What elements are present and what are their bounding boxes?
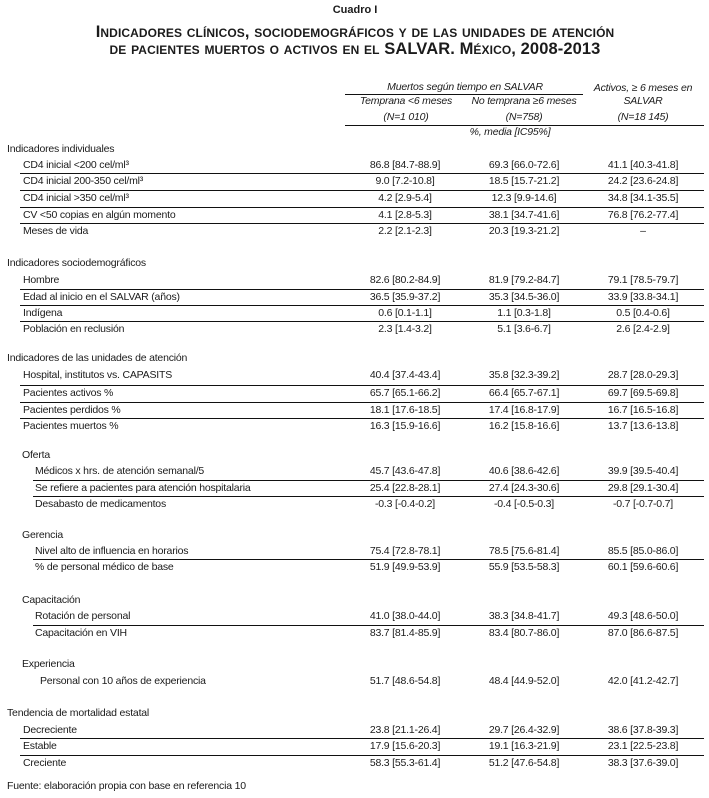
subgroup-heading-row — [0, 656, 709, 672]
value-temprana: 0.6 [0.1-1.1] — [378, 307, 432, 319]
row-label: Médicos x hrs. de atención semanal/5 — [35, 465, 205, 477]
table-row — [0, 157, 709, 173]
row-label: Nivel alto de influencia en horarios — [35, 545, 189, 557]
subgroup-heading: Experiencia — [22, 658, 75, 670]
section-heading-row — [0, 705, 709, 721]
value-no-temprana: 29.7 [26.4-32.9] — [488, 724, 560, 736]
value-temprana: 86.8 [84.7-88.9] — [369, 159, 441, 171]
value-activos: 23.1 [22.5-23.8] — [607, 740, 679, 752]
subgroup-heading: Gerencia — [22, 529, 64, 541]
value-activos: 42.0 [41.2-42.7] — [607, 675, 679, 687]
row-label: Desabasto de medicamentos — [35, 498, 166, 510]
table-row — [0, 673, 709, 689]
value-no-temprana: 1.1 [0.3-1.8] — [497, 307, 551, 319]
value-activos: 34.8 [34.1-35.5] — [607, 192, 679, 204]
value-no-temprana: 69.3 [66.0-72.6] — [488, 159, 560, 171]
value-no-temprana: 20.3 [19.3-21.2] — [488, 225, 560, 237]
value-activos: 0.5 [0.4-0.6] — [616, 307, 670, 319]
table-row — [0, 496, 709, 512]
value-no-temprana: 48.4 [44.9-52.0] — [488, 675, 560, 687]
value-no-temprana: 38.1 [34.7-41.6] — [488, 209, 560, 221]
value-activos: 87.0 [86.6-87.5] — [607, 627, 679, 639]
value-activos: 79.1 [78.5-79.7] — [607, 274, 679, 286]
header-unit: %, media [IC95%] — [469, 126, 551, 138]
row-label: Rotación de personal — [35, 610, 131, 622]
row-label: Personal con 10 años de experiencia — [40, 675, 206, 687]
value-temprana: 83.7 [81.4-85.9] — [369, 627, 441, 639]
header-col-activos-n: (N=18 145) — [617, 111, 669, 123]
row-label: Se refiere a pacientes para atención hospitalaria — [35, 482, 251, 494]
value-activos: 60.1 [59.6-60.6] — [607, 561, 679, 573]
table-title-line1: Indicadores clínicos, sociodemográficos y de las unidades de atención — [95, 23, 615, 41]
value-temprana: 82.6 [80.2-84.9] — [369, 274, 441, 286]
value-no-temprana: 18.5 [15.7-21.2] — [488, 175, 560, 187]
row-label: CD4 inicial >350 cel/ml³ — [23, 192, 129, 204]
value-no-temprana: 12.3 [9.9-14.6] — [491, 192, 557, 204]
row-label: Estable — [23, 740, 57, 752]
value-no-temprana: 17.4 [16.8-17.9] — [488, 404, 560, 416]
header-col-no-temprana: No temprana ≥6 meses — [471, 95, 577, 107]
table-row — [0, 559, 709, 575]
table-row — [0, 223, 709, 239]
value-activos: 29.8 [29.1-30.4] — [607, 482, 679, 494]
row-label: Decreciente — [23, 724, 77, 736]
row-label: Población en reclusión — [23, 323, 125, 335]
value-temprana: 45.7 [43.6-47.8] — [369, 465, 441, 477]
header-col-no-temprana-n: (N=758) — [505, 111, 543, 123]
table-row — [0, 543, 709, 559]
value-activos: 38.3 [37.6-39.0] — [607, 757, 679, 769]
subgroup-heading-row — [0, 447, 709, 463]
value-no-temprana: 5.1 [3.6-6.7] — [497, 323, 551, 335]
table-row — [0, 367, 709, 383]
value-temprana: 4.1 [2.8-5.3] — [378, 209, 432, 221]
value-activos: 85.5 [85.0-86.0] — [607, 545, 679, 557]
table-row — [0, 305, 709, 321]
subgroup-heading-row — [0, 527, 709, 543]
row-label: Hospital, institutos vs. CAPASITS — [23, 369, 173, 381]
row-label: Pacientes muertos % — [23, 420, 119, 432]
header-col-temprana-n: (N=1 010) — [383, 111, 429, 123]
table-row — [0, 608, 709, 624]
value-no-temprana: 40.6 [38.6-42.6] — [488, 465, 560, 477]
row-label: Pacientes perdidos % — [23, 404, 121, 416]
row-label: Creciente — [23, 757, 67, 769]
row-label: Meses de vida — [23, 225, 89, 237]
value-no-temprana: 81.9 [79.2-84.7] — [488, 274, 560, 286]
value-no-temprana: 35.8 [32.3-39.2] — [488, 369, 560, 381]
row-label: Pacientes activos % — [23, 387, 114, 399]
value-temprana: 58.3 [55.3-61.4] — [369, 757, 441, 769]
value-no-temprana: 16.2 [15.8-16.6] — [488, 420, 560, 432]
value-activos: 41.1 [40.3-41.8] — [607, 159, 679, 171]
value-activos: 16.7 [16.5-16.8] — [607, 404, 679, 416]
section-heading: Indicadores de las unidades de atención — [7, 352, 188, 364]
section-heading: Indicadores sociodemográficos — [7, 257, 146, 269]
table-row — [0, 722, 709, 738]
value-no-temprana: 66.4 [65.7-67.1] — [488, 387, 560, 399]
table-row — [0, 289, 709, 305]
table-row — [0, 173, 709, 189]
source-note: Fuente: elaboración propia con base en referencia 10 — [7, 780, 246, 792]
value-temprana: 25.4 [22.8-28.1] — [369, 482, 441, 494]
row-label: CD4 inicial 200-350 cel/ml³ — [23, 175, 144, 187]
table-title-line2: de pacientes muertos o activos en el SALVAR. México, 2008-2013 — [109, 40, 601, 58]
row-label: Hombre — [23, 274, 60, 286]
value-temprana: 9.0 [7.2-10.8] — [375, 175, 435, 187]
value-temprana: 40.4 [37.4-43.4] — [369, 369, 441, 381]
value-temprana: 75.4 [72.8-78.1] — [369, 545, 441, 557]
table-row — [0, 418, 709, 434]
value-no-temprana: 55.9 [53.5-58.3] — [488, 561, 560, 573]
table-row — [0, 207, 709, 223]
value-activos: 38.6 [37.8-39.3] — [607, 724, 679, 736]
subgroup-heading: Oferta — [22, 449, 50, 461]
value-activos: – — [640, 225, 646, 237]
value-temprana: 16.3 [15.9-16.6] — [369, 420, 441, 432]
value-no-temprana: 35.3 [34.5-36.0] — [488, 291, 560, 303]
value-activos: 28.7 [28.0-29.3] — [607, 369, 679, 381]
table-row — [0, 755, 709, 771]
header-col-temprana: Temprana <6 meses — [359, 95, 453, 107]
value-temprana: 4.2 [2.9-5.4] — [378, 192, 432, 204]
table-row — [0, 321, 709, 337]
value-activos: 49.3 [48.6-50.0] — [607, 610, 679, 622]
value-temprana: 17.9 [15.6-20.3] — [369, 740, 441, 752]
value-no-temprana: -0.4 [-0.5-0.3] — [493, 498, 555, 510]
value-temprana: 51.9 [49.9-53.9] — [369, 561, 441, 573]
header-group-muertos: Muertos según tiempo en SALVAR — [387, 81, 543, 93]
value-activos: 76.8 [76.2-77.4] — [607, 209, 679, 221]
header-col-activos-line1: Activos, ≥ 6 meses en — [593, 82, 693, 94]
row-label: Capacitación en VIH — [35, 627, 127, 639]
value-activos: 24.2 [23.6-24.8] — [607, 175, 679, 187]
table-row — [0, 463, 709, 479]
table-row — [0, 190, 709, 206]
section-heading: Indicadores individuales — [7, 143, 115, 155]
table-row — [0, 402, 709, 418]
value-temprana: 23.8 [21.1-26.4] — [369, 724, 441, 736]
section-heading-row — [0, 141, 709, 157]
row-label: % de personal médico de base — [35, 561, 174, 573]
value-temprana: 65.7 [65.1-66.2] — [369, 387, 441, 399]
value-no-temprana: 83.4 [80.7-86.0] — [488, 627, 560, 639]
table-row — [0, 272, 709, 288]
value-activos: 69.7 [69.5-69.8] — [607, 387, 679, 399]
section-heading-row — [0, 350, 709, 366]
value-temprana: -0.3 [-0.4-0.2] — [374, 498, 436, 510]
table-row — [0, 385, 709, 401]
value-no-temprana: 51.2 [47.6-54.8] — [488, 757, 560, 769]
value-activos: 39.9 [39.5-40.4] — [607, 465, 679, 477]
table-row — [0, 480, 709, 496]
header-col-activos-line2: SALVAR — [623, 95, 663, 107]
row-label: CV <50 copias en algún momento — [23, 209, 176, 221]
table-row — [0, 738, 709, 754]
row-label: CD4 inicial <200 cel/ml³ — [23, 159, 129, 171]
value-temprana: 41.0 [38.0-44.0] — [369, 610, 441, 622]
subgroup-heading: Capacitación — [22, 594, 81, 606]
value-temprana: 18.1 [17.6-18.5] — [369, 404, 441, 416]
value-no-temprana: 38.3 [34.8-41.7] — [488, 610, 560, 622]
section-heading-row — [0, 255, 709, 271]
value-activos: -0.7 [-0.7-0.7] — [612, 498, 674, 510]
value-temprana: 2.3 [1.4-3.2] — [378, 323, 432, 335]
table-row — [0, 625, 709, 641]
value-activos: 13.7 [13.6-13.8] — [607, 420, 679, 432]
value-temprana: 51.7 [48.6-54.8] — [369, 675, 441, 687]
value-temprana: 36.5 [35.9-37.2] — [369, 291, 441, 303]
value-activos: 2.6 [2.4-2.9] — [616, 323, 670, 335]
value-no-temprana: 27.4 [24.3-30.6] — [488, 482, 560, 494]
row-label: Edad al inicio en el SALVAR (años) — [23, 291, 180, 303]
row-label: Indígena — [23, 307, 63, 319]
value-activos: 33.9 [33.8-34.1] — [607, 291, 679, 303]
value-temprana: 2.2 [2.1-2.3] — [378, 225, 432, 237]
table-number: Cuadro I — [332, 4, 378, 16]
subgroup-heading-row — [0, 592, 709, 608]
section-heading: Tendencia de mortalidad estatal — [7, 707, 150, 719]
value-no-temprana: 78.5 [75.6-81.4] — [488, 545, 560, 557]
value-no-temprana: 19.1 [16.3-21.9] — [488, 740, 560, 752]
